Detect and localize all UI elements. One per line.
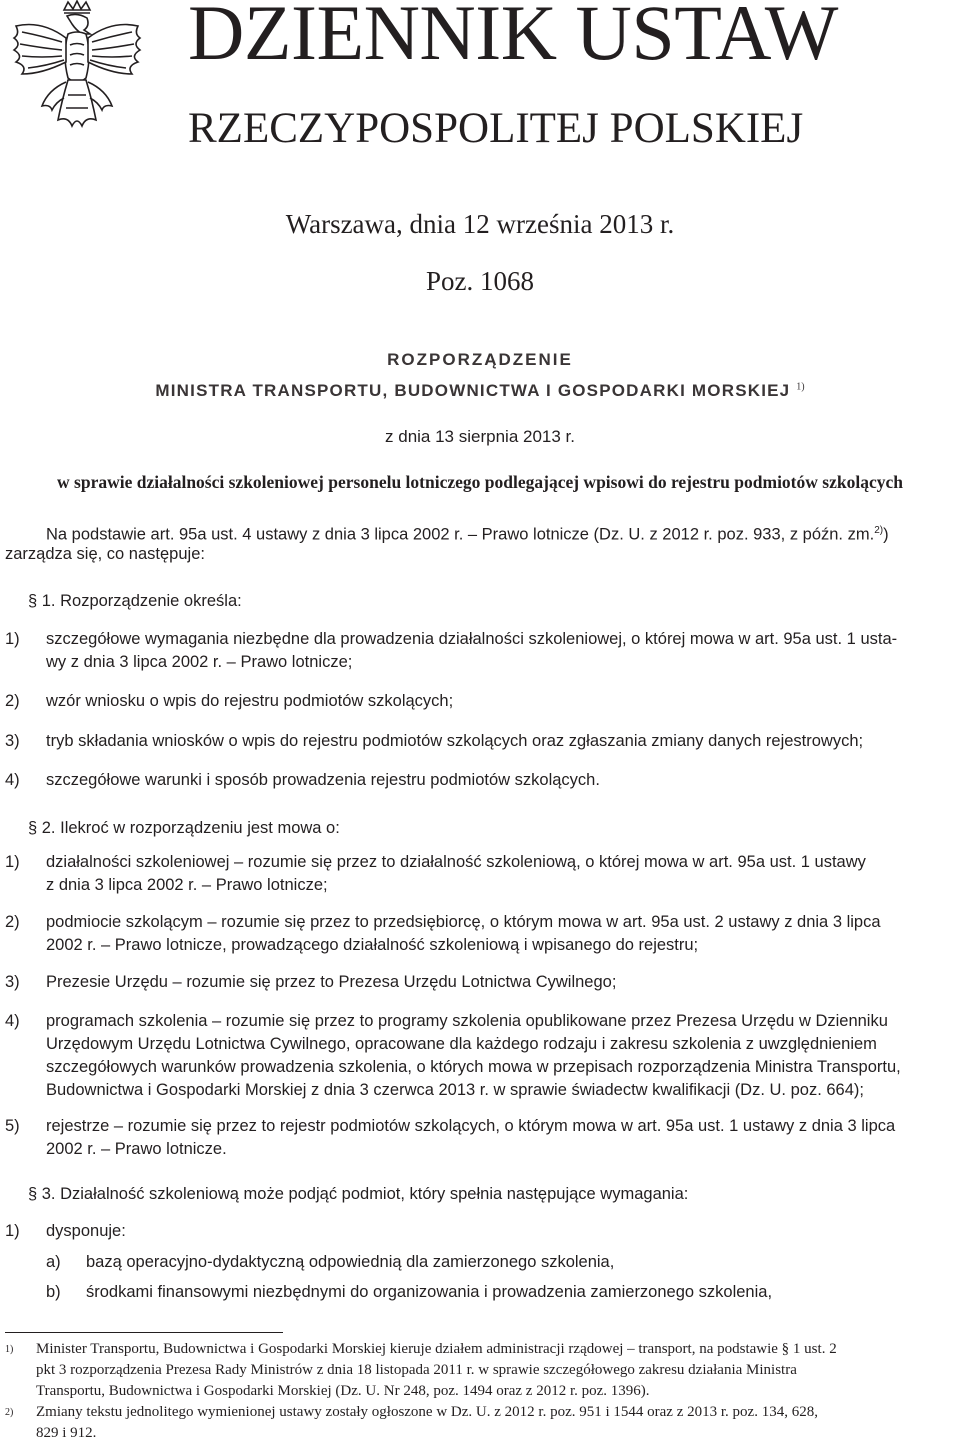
- act-type: ROZPORZĄDZENIE: [387, 350, 573, 369]
- journal-title: DZIENNIK USTAW: [188, 0, 838, 76]
- footnote-line: Minister Transportu, Budownictwa i Gospodarki Morskiej kieruje działem administracji rządowej – transport, na podstawie § 1 ust. 2: [36, 1341, 837, 1357]
- preamble-close: ): [883, 525, 889, 544]
- preamble-line2: zarządza się, co następuje:: [5, 545, 205, 563]
- item-number: 4): [5, 771, 20, 789]
- section-3-heading: § 3. Działalność szkoleniową może podjąć podmiot, który spełnia następujące wymagania:: [28, 1185, 689, 1203]
- item-text: szczegółowe warunki i sposób prowadzenia rejestru podmiotów szkolących.: [46, 771, 600, 789]
- item-text: dysponuje:: [46, 1222, 126, 1240]
- footnote-text: [36, 1339, 957, 1402]
- sub-item-text: bazą operacyjno-dydaktyczną odpowiednią dla zamierzonego szkolenia,: [86, 1253, 615, 1271]
- item-number: 5): [5, 1117, 20, 1135]
- item-line: szczegółowe wymagania niezbędne dla prowadzenia działalności szkoleniowej, o której mowa w art. 95a ust. 1 usta-: [46, 630, 898, 648]
- preamble-text: Na podstawie art. 95a ust. 4 ustawy z dnia 3 lipca 2002 r. – Prawo lotnicze (Dz. U. z 2012 r. poz. 933, z późn. zm.: [46, 525, 875, 544]
- footnote-line: pkt 3 rozporządzenia Prezesa Rady Ministrów z dnia 18 listopada 2011 r. w sprawie szczegółowego zakresu działania Ministra: [36, 1362, 797, 1378]
- item-number: 2): [5, 913, 20, 931]
- item-text: [46, 911, 957, 957]
- item-number: 4): [5, 1012, 20, 1030]
- item-line: programach szkolenia – rozumie się przez to programy szkolenia opublikowane przez Prezesa Urzędu w Dzienniku: [46, 1012, 888, 1030]
- footnote-line: 829 i 912.: [36, 1425, 97, 1441]
- item-text: [46, 1010, 957, 1102]
- item-number: 3): [5, 732, 20, 750]
- item-text: tryb składania wniosków o wpis do rejestru podmiotów szkolących oraz zgłaszania zmiany danych rejestrowych;: [46, 732, 864, 750]
- item-line: podmiocie szkolącym – rozumie się przez to przedsiębiorcę, o którym mowa w art. 95a ust. 2 ustawy z dnia 3 lipca: [46, 913, 881, 931]
- list-item: [0, 628, 960, 678]
- journal-subtitle: RZECZYPOSPOLITEJ POLSKIEJ: [188, 105, 804, 152]
- footnote-text: [36, 1402, 957, 1444]
- sub-item-letter: a): [46, 1253, 61, 1271]
- item-text: [46, 628, 957, 674]
- item-number: 1): [5, 1222, 20, 1240]
- item-line: Urzędowym Urzędu Lotnictwa Cywilnego, opracowane dla każdego rodzaju i zakresu szkolenia z uwzględnieniem: [46, 1035, 877, 1053]
- item-text: [46, 1115, 957, 1161]
- item-number: 3): [5, 973, 20, 991]
- item-text: Prezesie Urzędu – rozumie się przez to Prezesa Urzędu Lotnictwa Cywilnego;: [46, 973, 617, 991]
- footnote-divider: [5, 1332, 283, 1333]
- item-line: 2002 r. – Prawo lotnicze.: [46, 1140, 227, 1158]
- act-issuer: [0, 381, 960, 401]
- section-1-heading: § 1. Rozporządzenie określa:: [28, 592, 242, 610]
- footnote-number: 1): [5, 1344, 14, 1355]
- item-line: działalności szkoleniowej – rozumie się przez to działalność szkoleniową, o której mowa w art. 95a ust. 1 ustawy: [46, 853, 866, 871]
- polish-eagle-emblem-icon: [2, 0, 152, 150]
- footnote-ref-2: 2): [874, 525, 884, 536]
- item-line: 2002 r. – Prawo lotnicze, prowadzącego działalność szkoleniową i wpisanego do rejestru;: [46, 936, 699, 954]
- sub-item-letter: b): [46, 1283, 61, 1301]
- item-text: [46, 851, 957, 897]
- position-number: Poz. 1068: [426, 266, 534, 296]
- item-number: 1): [5, 853, 20, 871]
- item-line: z dnia 3 lipca 2002 r. – Prawo lotnicze;: [46, 876, 328, 894]
- issuer-footnote-ref: 1): [796, 381, 805, 393]
- publication-date: Warszawa, dnia 12 września 2013 r.: [285, 209, 675, 239]
- footnote-line: Transportu, Budownictwa i Gospodarki Morskiej (Dz. U. Nr 248, poz. 1494 oraz z 2012 r. poz. 1396).: [36, 1383, 650, 1399]
- act-subject: w sprawie działalności szkoleniowej personelu lotniczego podlegającej wpisowi do rejestru podmiotów szkolących: [57, 472, 903, 492]
- footnote-number: 2): [5, 1407, 14, 1418]
- act-issuer-text: MINISTRA TRANSPORTU, BUDOWNICTWA I GOSPODARKI MORSKIEJ: [155, 381, 791, 400]
- footnote-line: Zmiany tekstu jednolitego wymienionej ustawy zostały ogłoszone w Dz. U. z 2012 r. poz. 951 i 1544 oraz z 2013 r. poz. 134, 628,: [36, 1404, 818, 1420]
- item-number: 2): [5, 692, 20, 710]
- item-line: Budownictwa i Gospodarki Morskiej z dnia 3 czerwca 2013 r. w sprawie świadectw kwalifikacji (Dz. U. poz. 664);: [46, 1081, 864, 1099]
- item-line: szczegółowych warunków prowadzenia szkolenia, o których mowa w przepisach rozporządzenia Ministra Transportu,: [46, 1058, 901, 1076]
- section-2-heading: § 2. Ilekroć w rozporządzeniu jest mowa o:: [28, 819, 340, 837]
- item-line: wy z dnia 3 lipca 2002 r. – Prawo lotnicze;: [46, 653, 353, 671]
- item-line: rejestrze – rozumie się przez to rejestr podmiotów szkolących, o którym mowa w art. 95a ust. 1 ustawy z dnia 3 lipca: [46, 1117, 896, 1135]
- item-number: 1): [5, 630, 20, 648]
- sub-item-text: środkami finansowymi niezbędnymi do organizowania i prowadzenia zamierzonego szkolenia,: [86, 1283, 773, 1301]
- act-date: z dnia 13 sierpnia 2013 r.: [385, 427, 575, 446]
- item-text: wzór wniosku o wpis do rejestru podmiotów szkolących;: [46, 692, 454, 710]
